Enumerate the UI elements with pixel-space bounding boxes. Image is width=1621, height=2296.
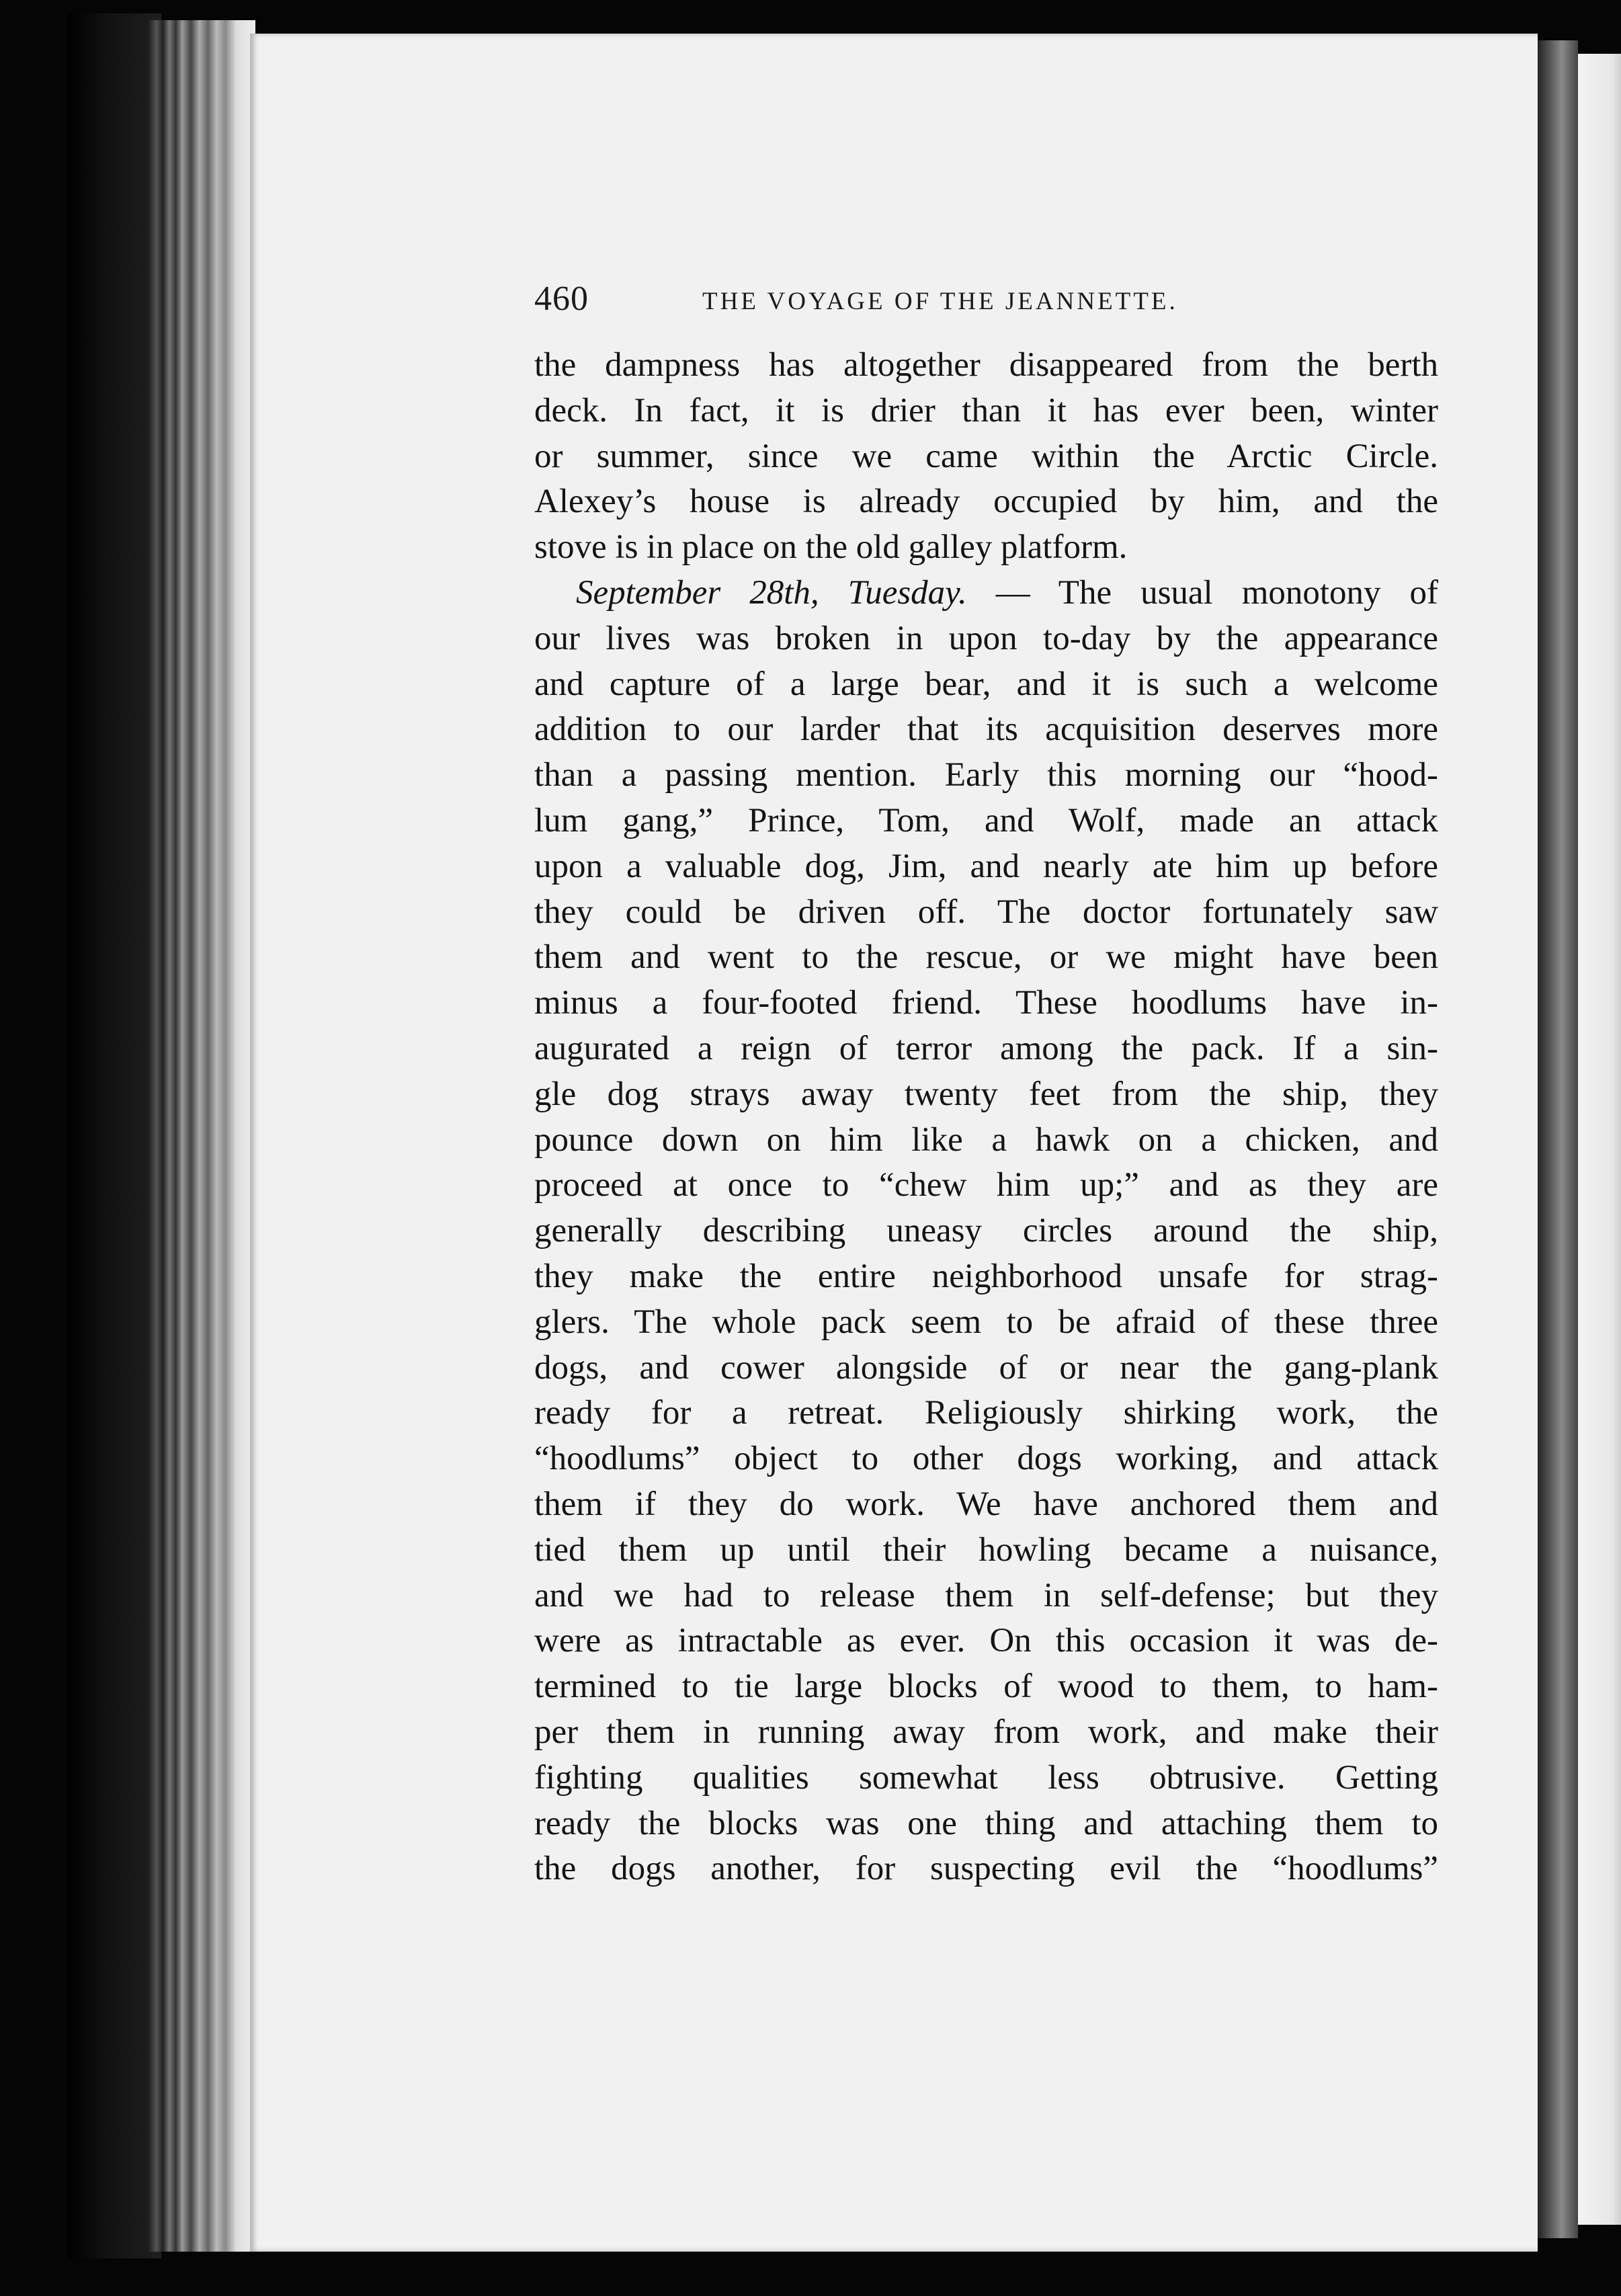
text-line: they could be driven off. The doctor fortunately saw [534,893,1438,931]
text-line: Alexey’s house is already occupied by him, and the [534,483,1438,521]
text-line: fighting qualities somewhat less obtrusive. Getting [534,1758,1438,1797]
text-line: the dampness has altogether disappeared from the berth [534,346,1438,384]
body-text [534,343,1438,1892]
text-line: were as intractable as ever. On this occasion it was de- [534,1622,1438,1660]
text-line: and capture of a large bear, and it is such a welcome [534,665,1438,703]
text-line: “hoodlums” object to other dogs working, and attack [534,1440,1438,1478]
text-line: minus a four-footed friend. These hoodlums have in- [534,984,1438,1022]
dateline-line [534,571,1438,616]
page-gutter-right [1538,40,1578,2238]
text-line: termined to tie large blocks of wood to them, to ham- [534,1668,1438,1706]
text-line: proceed at once to “chew him up;” and as they are [534,1166,1438,1204]
text-line: than a passing mention. Early this morning our “hood- [534,756,1438,794]
next-page-edge [1578,54,1621,2225]
text-line: the dogs another, for suspecting evil the “hoodlums” [534,1850,1438,1888]
text-line: or summer, since we came within the Arctic Circle. [534,437,1438,475]
text-line: them and went to the rescue, or we might have been [534,938,1438,977]
running-title: THE VOYAGE OF THE JEANNETTE. [702,288,1178,315]
text-line: per them in running away from work, and make their [534,1713,1438,1751]
text-line: them if they do work. We have anchored them and [534,1485,1438,1523]
text-line: ready the blocks was one thing and attaching them to [534,1804,1438,1842]
text-line: and we had to release them in self-defense; but they [534,1576,1438,1614]
text-line: pounce down on him like a hawk on a chicken, and [534,1120,1438,1159]
page-number: 460 [534,280,589,318]
text-line: deck. In fact, it is drier than it has ever been, winter [534,391,1438,429]
binding-shadow [67,13,161,2258]
text-line: stove is in place on the old galley platform. [534,528,1128,567]
text-line: lum gang,” Prince, Tom, and Wolf, made an attack [534,801,1438,839]
text-line: our lives was broken in upon to-day by the appearance [534,619,1438,657]
text-line: upon a valuable dog, Jim, and nearly ate him up before [534,847,1438,885]
page-block-edges [148,20,255,2252]
text-line: dogs, and cower alongside of or near the gang-plank [534,1348,1438,1387]
text-line: generally describing uneasy circles around the ship, [534,1212,1438,1250]
text-line: glers. The whole pack seem to be afraid of these three [534,1303,1438,1341]
text-fragment: — The usual monotony of [995,573,1439,612]
text-line: gle dog strays away twenty feet from the ship, they [534,1075,1438,1113]
text-line: ready for a retreat. Religiously shirking work, the [534,1394,1438,1432]
text-line: addition to our larder that its acquisition deserves more [534,710,1438,749]
dateline: September 28th, Tuesday. [576,573,967,612]
text-line: augurated a reign of terror among the pack. If a sin- [534,1029,1438,1067]
text-line: tied them up until their howling became a nuisance, [534,1530,1438,1569]
text-line: they make the entire neighborhood unsafe for strag- [534,1257,1438,1295]
running-head [534,276,1263,323]
